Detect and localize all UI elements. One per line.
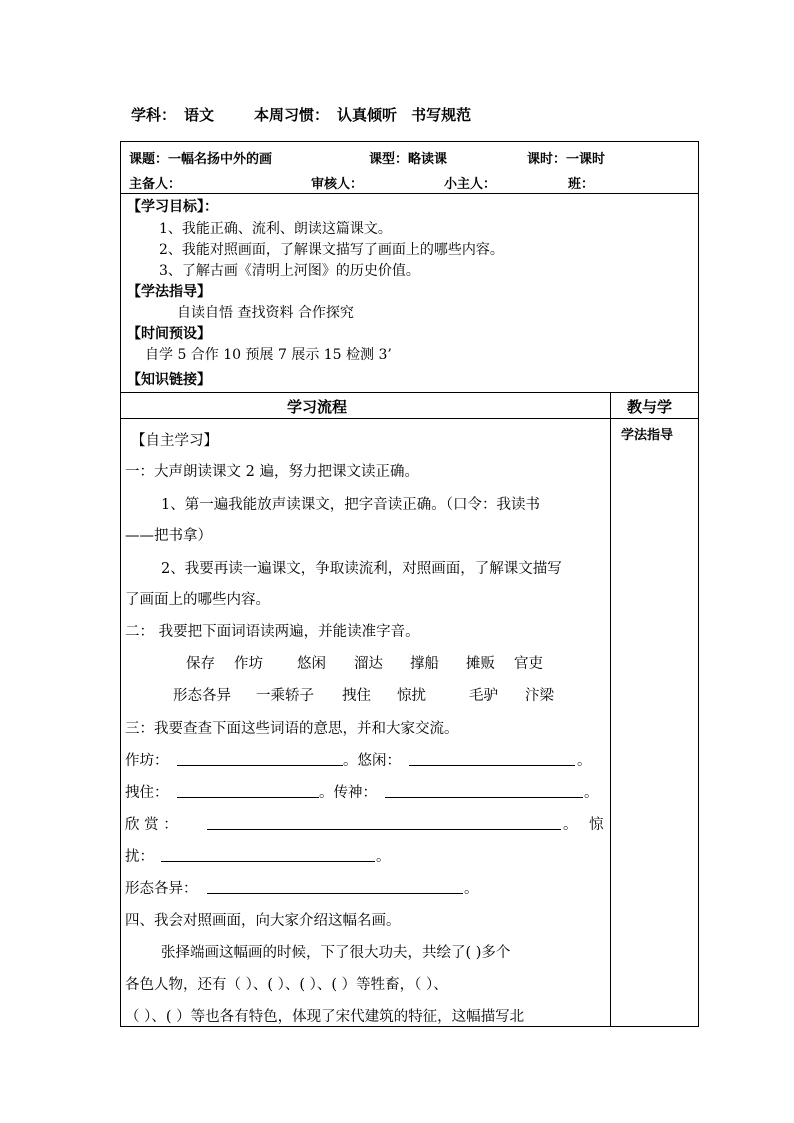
period-mark: 。 bbox=[563, 817, 578, 833]
habit-label: 本周习惯： bbox=[254, 106, 330, 124]
preparer-label: 主备人： bbox=[129, 177, 182, 192]
word-item: 毛驴 bbox=[469, 688, 498, 704]
task-one-step-2b: 了画面上的哪些内容。 bbox=[125, 592, 270, 608]
term-label: 欣 赏 ： bbox=[125, 817, 178, 833]
fill-line-1: 张择端画这幅画的时候，下了很大功夫，共绘了( )多个 bbox=[161, 945, 511, 961]
task-one-step-1a: 1、第一遍我能放声读课文，把字音读正确。（口令：我读书 bbox=[161, 497, 540, 513]
word-item: 汴梁 bbox=[525, 688, 554, 704]
knowledge-title: 【知识链接】 bbox=[127, 372, 211, 388]
task-one: 一：大声朗读课文 2 遍，努力把课文读正确。 bbox=[125, 464, 419, 480]
side-note: 学法指导 bbox=[621, 428, 674, 443]
reviewer-label: 审核人： bbox=[311, 177, 364, 192]
period-mark: 。 bbox=[584, 785, 599, 801]
time-title: 【时间预设】 bbox=[127, 326, 211, 342]
task-one-step-1b: ——把书拿） bbox=[125, 528, 212, 544]
answer-blank[interactable] bbox=[207, 881, 463, 894]
period-mark: 。 bbox=[376, 849, 391, 865]
fill-line-2: 各色人物，还有（ ）、( ）、( ）、( ）等牲畜，（ ）、 bbox=[125, 977, 448, 993]
topic-text: 课题：一幅名扬中外的画 bbox=[129, 152, 273, 167]
answer-blank[interactable] bbox=[385, 785, 583, 798]
word-item: 悠闲 bbox=[297, 656, 326, 672]
goal-item-2: 2、我能对照画面，了解课文描写了画面上的哪些内容。 bbox=[159, 242, 504, 258]
column-divider bbox=[610, 392, 611, 1026]
page-heading bbox=[131, 104, 471, 125]
term-label: 形态各异： bbox=[125, 881, 198, 897]
self-study-title: 【自主学习】 bbox=[131, 433, 218, 449]
method-text: 自读自悟 查找资料 合作探究 bbox=[177, 305, 354, 321]
habit-value-2: 书写规范 bbox=[411, 106, 472, 124]
word-item: 形态各异 bbox=[173, 688, 231, 704]
term-label: 作坊： bbox=[125, 753, 169, 769]
word-item: 作坊 bbox=[234, 656, 263, 672]
time-text: 自学 5 合作 10 预展 7 展示 15 检测 3’ bbox=[145, 347, 392, 363]
term-label: 惊 bbox=[589, 817, 604, 833]
rule-meta bbox=[121, 193, 698, 194]
habit-value-1: 认真倾听 bbox=[337, 106, 398, 124]
term-label: 。悠闲： bbox=[343, 753, 401, 769]
fill-line-3: （ ）、( ）等也各有特色，体现了宋代建筑的特征，这幅描写北 bbox=[125, 1009, 525, 1025]
subject-label: 学科： bbox=[131, 106, 177, 124]
word-item: 摊贩 bbox=[466, 656, 495, 672]
host-label: 小主人： bbox=[444, 177, 497, 192]
goals-title: 【学习目标】： bbox=[127, 199, 218, 215]
answer-blank[interactable] bbox=[207, 817, 561, 830]
answer-blank[interactable] bbox=[409, 753, 575, 766]
answer-blank[interactable] bbox=[177, 785, 319, 798]
subject-value: 语文 bbox=[184, 106, 215, 124]
lesson-period: 课时：一课时 bbox=[527, 152, 606, 167]
task-four: 四、我会对照画面，向大家介绍这幅名画。 bbox=[125, 913, 401, 929]
rule-body bbox=[121, 418, 698, 419]
goal-item-1: 1、我能正确、流利、朗读这篇课文。 bbox=[159, 221, 392, 237]
lesson-table bbox=[120, 141, 699, 1027]
period-mark: 。 bbox=[577, 753, 592, 769]
goal-item-3: 3、了解古画《清明上河图》的历史价值。 bbox=[159, 263, 420, 279]
answer-blank[interactable] bbox=[161, 849, 375, 862]
task-two: 二： 我要把下面词语读两遍，并能读准字音。 bbox=[125, 624, 420, 640]
rule-head bbox=[121, 392, 698, 393]
word-item: 一乘轿子 bbox=[256, 688, 314, 704]
task-three: 三：我要查查下面这些词语的意思，并和大家交流。 bbox=[125, 721, 459, 737]
word-item: 撑船 bbox=[410, 656, 439, 672]
answer-blank[interactable] bbox=[177, 753, 343, 766]
word-item: 官吏 bbox=[514, 656, 543, 672]
flow-header: 学习流程 bbox=[287, 398, 348, 416]
class-label: 班： bbox=[568, 177, 595, 192]
term-label: 扰： bbox=[125, 849, 154, 865]
method-title: 【学法指导】 bbox=[127, 284, 211, 300]
word-item: 溜达 bbox=[354, 656, 383, 672]
term-label: 。传神： bbox=[319, 785, 377, 801]
word-item: 保存 bbox=[186, 656, 215, 672]
term-label: 拽住： bbox=[125, 785, 169, 801]
word-item: 拽住 bbox=[342, 688, 371, 704]
word-item: 惊扰 bbox=[397, 688, 426, 704]
period-mark: 。 bbox=[464, 881, 479, 897]
task-one-step-2a: 2、我要再读一遍课文，争取读流利，对照画面，了解课文描写 bbox=[161, 561, 562, 577]
teach-header: 教与学 bbox=[627, 398, 673, 416]
lesson-type: 课型：略读课 bbox=[369, 152, 448, 167]
